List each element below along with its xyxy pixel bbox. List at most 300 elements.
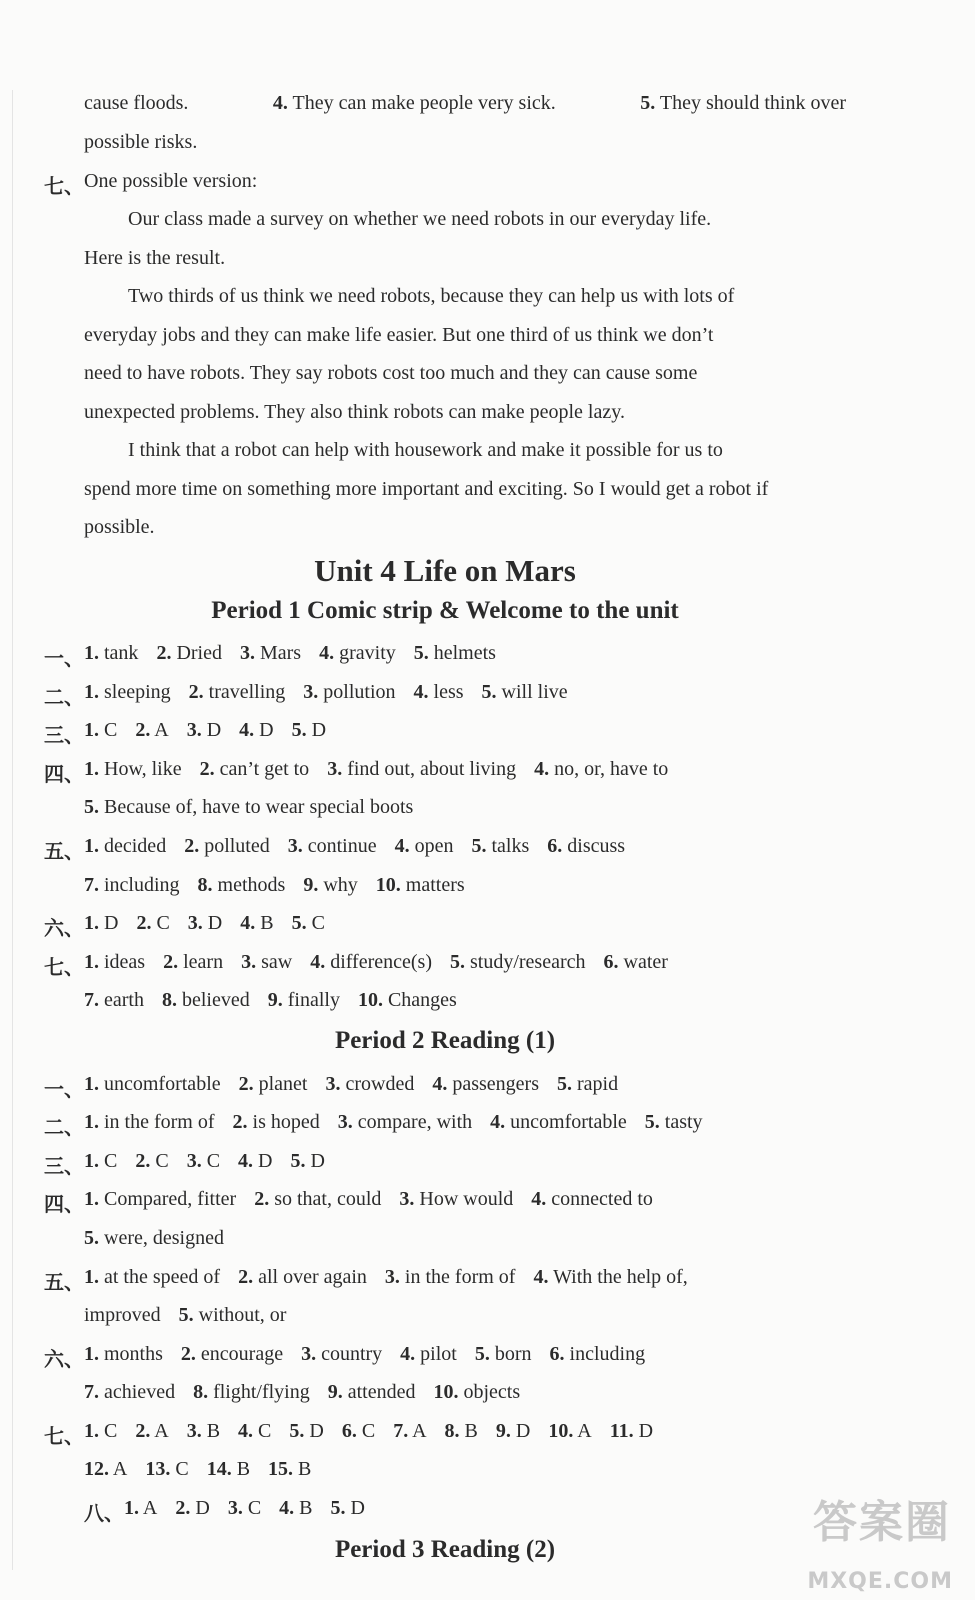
answer-list — [124, 1497, 383, 1520]
essay-para3-line2: spend more time on something more important and exciting. So I would get a robot if — [84, 478, 769, 500]
answer-item — [84, 1111, 215, 1133]
answer-item — [179, 1304, 287, 1326]
answer-number: 2. — [232, 1111, 248, 1133]
answer-text: methods — [217, 874, 286, 896]
answer-number: 5. — [291, 912, 307, 934]
answer-item — [84, 989, 144, 1011]
section-label: 七、 — [44, 957, 84, 979]
answer-item — [163, 951, 223, 973]
answer-item — [310, 951, 432, 973]
answer-item — [604, 951, 668, 973]
section-label: 三、 — [44, 725, 84, 747]
answer-text: D — [207, 912, 223, 934]
answer-text: less — [433, 681, 464, 703]
answer-number: 5. — [289, 1420, 305, 1442]
answer-text: saw — [261, 951, 293, 973]
answer-item — [475, 1343, 532, 1365]
answer-text: B — [260, 912, 274, 934]
answer-number: 1. — [84, 681, 99, 703]
answer-text: can’t get to — [219, 758, 310, 780]
section-label: 八、 — [84, 1503, 124, 1525]
answer-item — [399, 1188, 513, 1210]
answer-number: 2. — [238, 1266, 254, 1288]
answer-item — [376, 874, 465, 896]
answer-number: 2. — [136, 912, 152, 934]
answer-number: 3. — [241, 951, 257, 973]
answer-text: polluted — [204, 835, 270, 857]
answer-number: 6. — [547, 835, 563, 857]
answer-text: sleeping — [104, 681, 171, 703]
answer-text: difference(s) — [330, 951, 432, 973]
answer-item — [228, 1497, 261, 1519]
answer-text: decided — [104, 835, 167, 857]
answer-text: rapid — [577, 1073, 619, 1095]
answer-list — [84, 642, 514, 665]
answer-number: 13. — [145, 1458, 171, 1480]
answer-item — [241, 951, 292, 973]
answer-number: 2. — [180, 1343, 196, 1365]
answer-number: 2. — [175, 1497, 191, 1519]
answer-number: 4. — [413, 681, 429, 703]
answer-text: improved — [84, 1304, 161, 1326]
section-label: 一、 — [44, 1079, 84, 1101]
answer-text: With the help of, — [553, 1266, 688, 1288]
answer-item — [238, 1420, 271, 1442]
answer-text: C — [104, 1420, 118, 1442]
answer-item — [550, 1343, 646, 1365]
answer-item — [181, 1343, 283, 1365]
answer-text: B — [299, 1497, 313, 1519]
section-label: 六、 — [44, 918, 84, 940]
answer-item — [395, 835, 454, 857]
answer-number: 2. — [156, 642, 172, 664]
answer-text: in the form of — [404, 1266, 516, 1288]
answer-text: months — [104, 1343, 163, 1365]
answer-text: A — [112, 1458, 128, 1480]
answer-item — [450, 951, 586, 973]
answer-item — [238, 1266, 367, 1288]
answer-text: Compared, fitter — [104, 1188, 237, 1210]
answer-item — [189, 681, 286, 703]
answer-text: crowded — [345, 1073, 415, 1095]
answer-text: D — [310, 1150, 325, 1172]
answer-text: water — [623, 951, 668, 973]
answer-number: 1. — [84, 1343, 99, 1365]
answer-text: study/research — [469, 951, 586, 973]
answer-item — [490, 1111, 627, 1133]
answer-number: 7. — [84, 874, 99, 896]
answer-text: at the speed of — [104, 1266, 221, 1288]
answer-item — [239, 1073, 308, 1095]
answer-number: 1. — [84, 912, 99, 934]
answer-item — [482, 681, 568, 703]
answer-list — [84, 1073, 636, 1096]
answer-number: 5. — [481, 681, 497, 703]
answer-text: passengers — [452, 1073, 539, 1095]
section-label: 五、 — [44, 1272, 84, 1294]
answer-item — [187, 719, 221, 741]
version-heading: One possible version: — [84, 170, 258, 192]
answer-item — [136, 912, 169, 934]
answer-item — [303, 681, 395, 703]
answer-item — [301, 1343, 382, 1365]
answer-item — [238, 1150, 272, 1172]
answer-item — [135, 719, 168, 741]
answer-number: 2. — [135, 1150, 151, 1172]
answer-item — [496, 1420, 530, 1442]
answer-number: 1. — [84, 642, 99, 664]
answer-number: 1. — [84, 1420, 99, 1442]
answer-text: born — [494, 1343, 532, 1365]
answer-text: why — [323, 874, 358, 896]
answer-number: 1. — [124, 1497, 139, 1519]
answer-item — [610, 1420, 653, 1442]
answer-item — [472, 835, 530, 857]
answer-number: 10. — [433, 1381, 459, 1403]
answer-item — [288, 835, 377, 857]
answer-item — [240, 642, 301, 664]
answer-text: without, or — [198, 1304, 287, 1326]
answer-text: D — [311, 719, 327, 741]
answer-item — [84, 912, 118, 934]
answer-text: Changes — [387, 989, 457, 1011]
period1-title: Period 1 Comic strip & Welcome to the unit — [211, 597, 679, 624]
answer-number: 4. — [238, 1150, 254, 1172]
answer-text: achieved — [104, 1381, 176, 1403]
answer-item — [84, 642, 138, 664]
answer-text: How would — [419, 1188, 514, 1210]
answer-number: 8. — [161, 989, 177, 1011]
answer-number: 4. — [394, 835, 410, 857]
answer-list — [84, 1458, 329, 1481]
answer-number: 6. — [549, 1343, 565, 1365]
answer-item — [292, 719, 326, 741]
answer-text: pilot — [420, 1343, 457, 1365]
answer-text: A — [412, 1420, 427, 1442]
answer-text: C — [206, 1150, 221, 1172]
answer-number: 4. — [531, 1188, 547, 1210]
answer-item — [290, 1150, 324, 1172]
answer-number: 6. — [603, 951, 619, 973]
answer-text: talks — [491, 835, 530, 857]
answer-text: travelling — [208, 681, 286, 703]
page-margin-rule — [12, 90, 13, 1570]
section-label: 七、 — [44, 1426, 84, 1448]
answer-text: A — [154, 1420, 169, 1442]
answer-text: D — [104, 912, 119, 934]
answer-text: How, like — [104, 758, 182, 780]
answer-text: believed — [181, 989, 250, 1011]
answer-text: D — [350, 1497, 365, 1519]
answer-number: 3. — [186, 1150, 202, 1172]
answer-item — [84, 1188, 236, 1210]
answer-number: 3. — [187, 912, 203, 934]
answer-text: all over again — [258, 1266, 367, 1288]
answer-item — [279, 1497, 312, 1519]
answer-item — [84, 1150, 117, 1172]
answer-item — [547, 835, 625, 857]
essay-para2-line3: need to have robots. They say robots cost too much and they can cause some — [84, 362, 698, 384]
answer-item — [184, 835, 270, 857]
cont-line-2: possible risks. — [84, 131, 198, 153]
section-label: 二、 — [44, 1117, 84, 1139]
answer-item — [84, 1227, 224, 1249]
answer-number: 4. — [238, 1420, 254, 1442]
answer-item — [84, 1304, 161, 1326]
answer-text: uncomfortable — [510, 1111, 627, 1133]
answer-text: C — [258, 1420, 272, 1442]
answer-item — [289, 1420, 323, 1442]
answer-item — [84, 1073, 221, 1095]
answer-item — [385, 1266, 516, 1288]
answer-number: 5. — [84, 1227, 99, 1249]
answer-text: C — [104, 1150, 118, 1172]
answer-item — [331, 1497, 365, 1519]
answer-number: 10. — [375, 874, 401, 896]
answer-number: 5. — [413, 642, 429, 664]
watermark-logo: 答案圈 MXQE.COM — [807, 1497, 953, 1594]
answer-number: 3. — [384, 1266, 400, 1288]
answer-number: 3. — [227, 1497, 243, 1519]
answer-text: gravity — [339, 642, 396, 664]
cont-line-1: cause floods. 4. They can make people very sick. 5. They should think over — [84, 92, 846, 114]
answer-number: 1. — [84, 1188, 99, 1210]
answer-number: 2. — [238, 1073, 254, 1095]
answer-number: 1. — [84, 1266, 99, 1288]
answer-number: 10. — [548, 1420, 574, 1442]
answer-list — [84, 796, 431, 819]
answer-text: planet — [258, 1073, 308, 1095]
answer-text: C — [311, 912, 325, 934]
answer-text: attended — [347, 1381, 416, 1403]
answer-number: 7. — [393, 1420, 409, 1442]
answer-item — [432, 1073, 539, 1095]
answer-number: 4. — [239, 719, 255, 741]
answer-number: 2. — [184, 835, 200, 857]
answer-list — [84, 874, 483, 897]
answer-item — [240, 912, 273, 934]
answer-item — [188, 912, 222, 934]
answer-item — [414, 642, 496, 664]
answer-number: 5. — [291, 719, 307, 741]
answer-number: 3. — [301, 1343, 317, 1365]
answer-text: D — [206, 719, 222, 741]
answer-number: 4. — [490, 1111, 506, 1133]
answer-text: is hoped — [252, 1111, 320, 1133]
answer-number: 5. — [84, 796, 99, 818]
answer-item — [162, 989, 250, 1011]
answer-item — [233, 1111, 320, 1133]
answer-number: 5. — [474, 1343, 490, 1365]
answer-number: 8. — [444, 1420, 460, 1442]
answer-text: no, or, have to — [554, 758, 669, 780]
answer-text: matters — [405, 874, 465, 896]
answer-text: find out, about living — [347, 758, 517, 780]
answer-list — [84, 1227, 242, 1250]
answer-item — [645, 1111, 703, 1133]
answer-text: tasty — [664, 1111, 703, 1133]
answer-text: C — [155, 1150, 169, 1172]
answer-number: 7. — [84, 1381, 99, 1403]
section-label: 五、 — [44, 841, 84, 863]
answer-text: C — [361, 1420, 376, 1442]
answer-item — [445, 1420, 478, 1442]
answer-number: 6. — [341, 1420, 357, 1442]
answer-text: helmets — [433, 642, 496, 664]
answer-number: 4. — [432, 1073, 448, 1095]
answer-text: A — [577, 1420, 592, 1442]
essay-para3-line3: possible. — [84, 516, 155, 538]
essay-para1-line1: Our class made a survey on whether we need robots in our everyday life. — [128, 208, 712, 230]
answer-text: so that, could — [274, 1188, 382, 1210]
answer-text: C — [175, 1458, 189, 1480]
answer-item — [292, 912, 325, 934]
answer-number: 10. — [357, 989, 383, 1011]
answer-item — [135, 1150, 168, 1172]
answer-number: 9. — [495, 1420, 511, 1442]
answer-number: 2. — [135, 1420, 151, 1442]
answer-text: B — [464, 1420, 478, 1442]
answer-item — [200, 758, 310, 780]
answer-text: including — [104, 874, 180, 896]
answer-item — [328, 1381, 416, 1403]
answer-number: 4. — [533, 1266, 549, 1288]
answer-number: 1. — [84, 758, 99, 780]
section-label: 四、 — [44, 1194, 84, 1216]
answer-item — [156, 642, 222, 664]
answer-text: B — [236, 1458, 251, 1480]
answer-number: 4. — [319, 642, 335, 664]
answer-item — [124, 1497, 157, 1519]
answer-text: D — [309, 1420, 324, 1442]
period2-title: Period 2 Reading (1) — [334, 1027, 556, 1054]
answer-list — [84, 1266, 706, 1289]
answer-text: A — [154, 719, 169, 741]
answer-number: 2. — [199, 758, 215, 780]
answer-list — [84, 912, 343, 935]
answer-item — [84, 681, 171, 703]
answer-item — [534, 758, 668, 780]
answer-list — [84, 1304, 304, 1327]
answer-list — [84, 1343, 663, 1366]
answer-text: finally — [287, 989, 340, 1011]
essay-para2-line2: everyday jobs and they can make life easier. But one third of us think we don’t — [84, 324, 714, 346]
answer-text: A — [142, 1497, 158, 1519]
answer-text: including — [569, 1343, 646, 1365]
answer-number: 3. — [327, 758, 343, 780]
answer-item — [531, 1188, 653, 1210]
answer-text: tank — [104, 642, 139, 664]
answer-number: 14. — [206, 1458, 232, 1480]
answer-number: 3. — [186, 1420, 202, 1442]
answer-text: pollution — [323, 681, 396, 703]
answer-item — [84, 1343, 163, 1365]
answer-list — [84, 951, 686, 974]
answer-number: 2. — [135, 719, 151, 741]
answer-number: 1. — [84, 1150, 99, 1172]
answer-item — [414, 681, 464, 703]
answer-text: will live — [501, 681, 568, 703]
answer-text: D — [259, 719, 274, 741]
answer-item — [193, 1381, 310, 1403]
answer-text: continue — [307, 835, 377, 857]
answer-number: 5. — [178, 1304, 194, 1326]
answer-number: 4. — [279, 1497, 295, 1519]
answer-item — [303, 874, 357, 896]
answer-list — [84, 835, 643, 858]
section-label: 一、 — [44, 648, 84, 670]
answer-number: 4. — [310, 951, 326, 973]
answer-number: 9. — [267, 989, 283, 1011]
answer-number: 3. — [337, 1111, 353, 1133]
answer-item — [327, 758, 516, 780]
answer-number: 9. — [327, 1381, 343, 1403]
answer-number: 15. — [268, 1458, 294, 1480]
answer-number: 3. — [239, 642, 255, 664]
answer-text: open — [414, 835, 454, 857]
answer-item — [198, 874, 286, 896]
answer-text: learn — [183, 951, 224, 973]
answer-number: 12. — [84, 1458, 109, 1480]
answer-number: 3. — [303, 681, 319, 703]
answer-list — [84, 1420, 671, 1443]
answer-text: were, designed — [104, 1227, 224, 1249]
answer-list — [84, 1111, 721, 1134]
answer-item — [268, 1458, 311, 1480]
answer-item — [84, 1266, 220, 1288]
answer-item — [84, 719, 117, 741]
answer-number: 1. — [84, 835, 99, 857]
essay-para3-line1: I think that a robot can help with housework and make it possible for us to — [128, 439, 723, 461]
answer-item — [434, 1381, 521, 1403]
answer-item — [187, 1420, 220, 1442]
answer-text: flight/flying — [213, 1381, 310, 1403]
essay-para1-line2: Here is the result. — [84, 247, 226, 269]
answer-text: earth — [104, 989, 144, 1011]
answer-text: D — [515, 1420, 531, 1442]
answer-text: Dried — [176, 642, 222, 664]
answer-text: uncomfortable — [104, 1073, 221, 1095]
answer-item — [84, 1381, 175, 1403]
answer-item — [338, 1111, 472, 1133]
answer-number: 1. — [84, 951, 99, 973]
answer-number: 11. — [609, 1420, 634, 1442]
answer-list — [84, 1188, 671, 1211]
answer-item — [175, 1497, 209, 1519]
answer-item — [135, 1420, 168, 1442]
section-label: 三、 — [44, 1156, 84, 1178]
answer-number: 4. — [400, 1343, 416, 1365]
answer-number: 3. — [325, 1073, 341, 1095]
answer-text: compare, with — [357, 1111, 473, 1133]
answer-item — [319, 642, 396, 664]
answer-list — [84, 719, 344, 742]
answer-text: encourage — [200, 1343, 284, 1365]
answer-text: B — [298, 1458, 312, 1480]
answer-number: 5. — [644, 1111, 660, 1133]
answer-item — [84, 951, 145, 973]
answer-number: 5. — [471, 835, 487, 857]
answer-text: Because of, have to wear special boots — [104, 796, 414, 818]
essay-para2-line4: unexpected problems. They also think robots can make people lazy. — [84, 401, 625, 423]
answer-list — [84, 681, 586, 704]
essay-para2-line1: Two thirds of us think we need robots, because they can help us with lots of — [128, 285, 735, 307]
answer-text: Mars — [259, 642, 302, 664]
answer-number: 5. — [449, 951, 465, 973]
answer-number: 5. — [557, 1073, 572, 1095]
answer-item — [187, 1150, 220, 1172]
answer-item — [393, 1420, 426, 1442]
